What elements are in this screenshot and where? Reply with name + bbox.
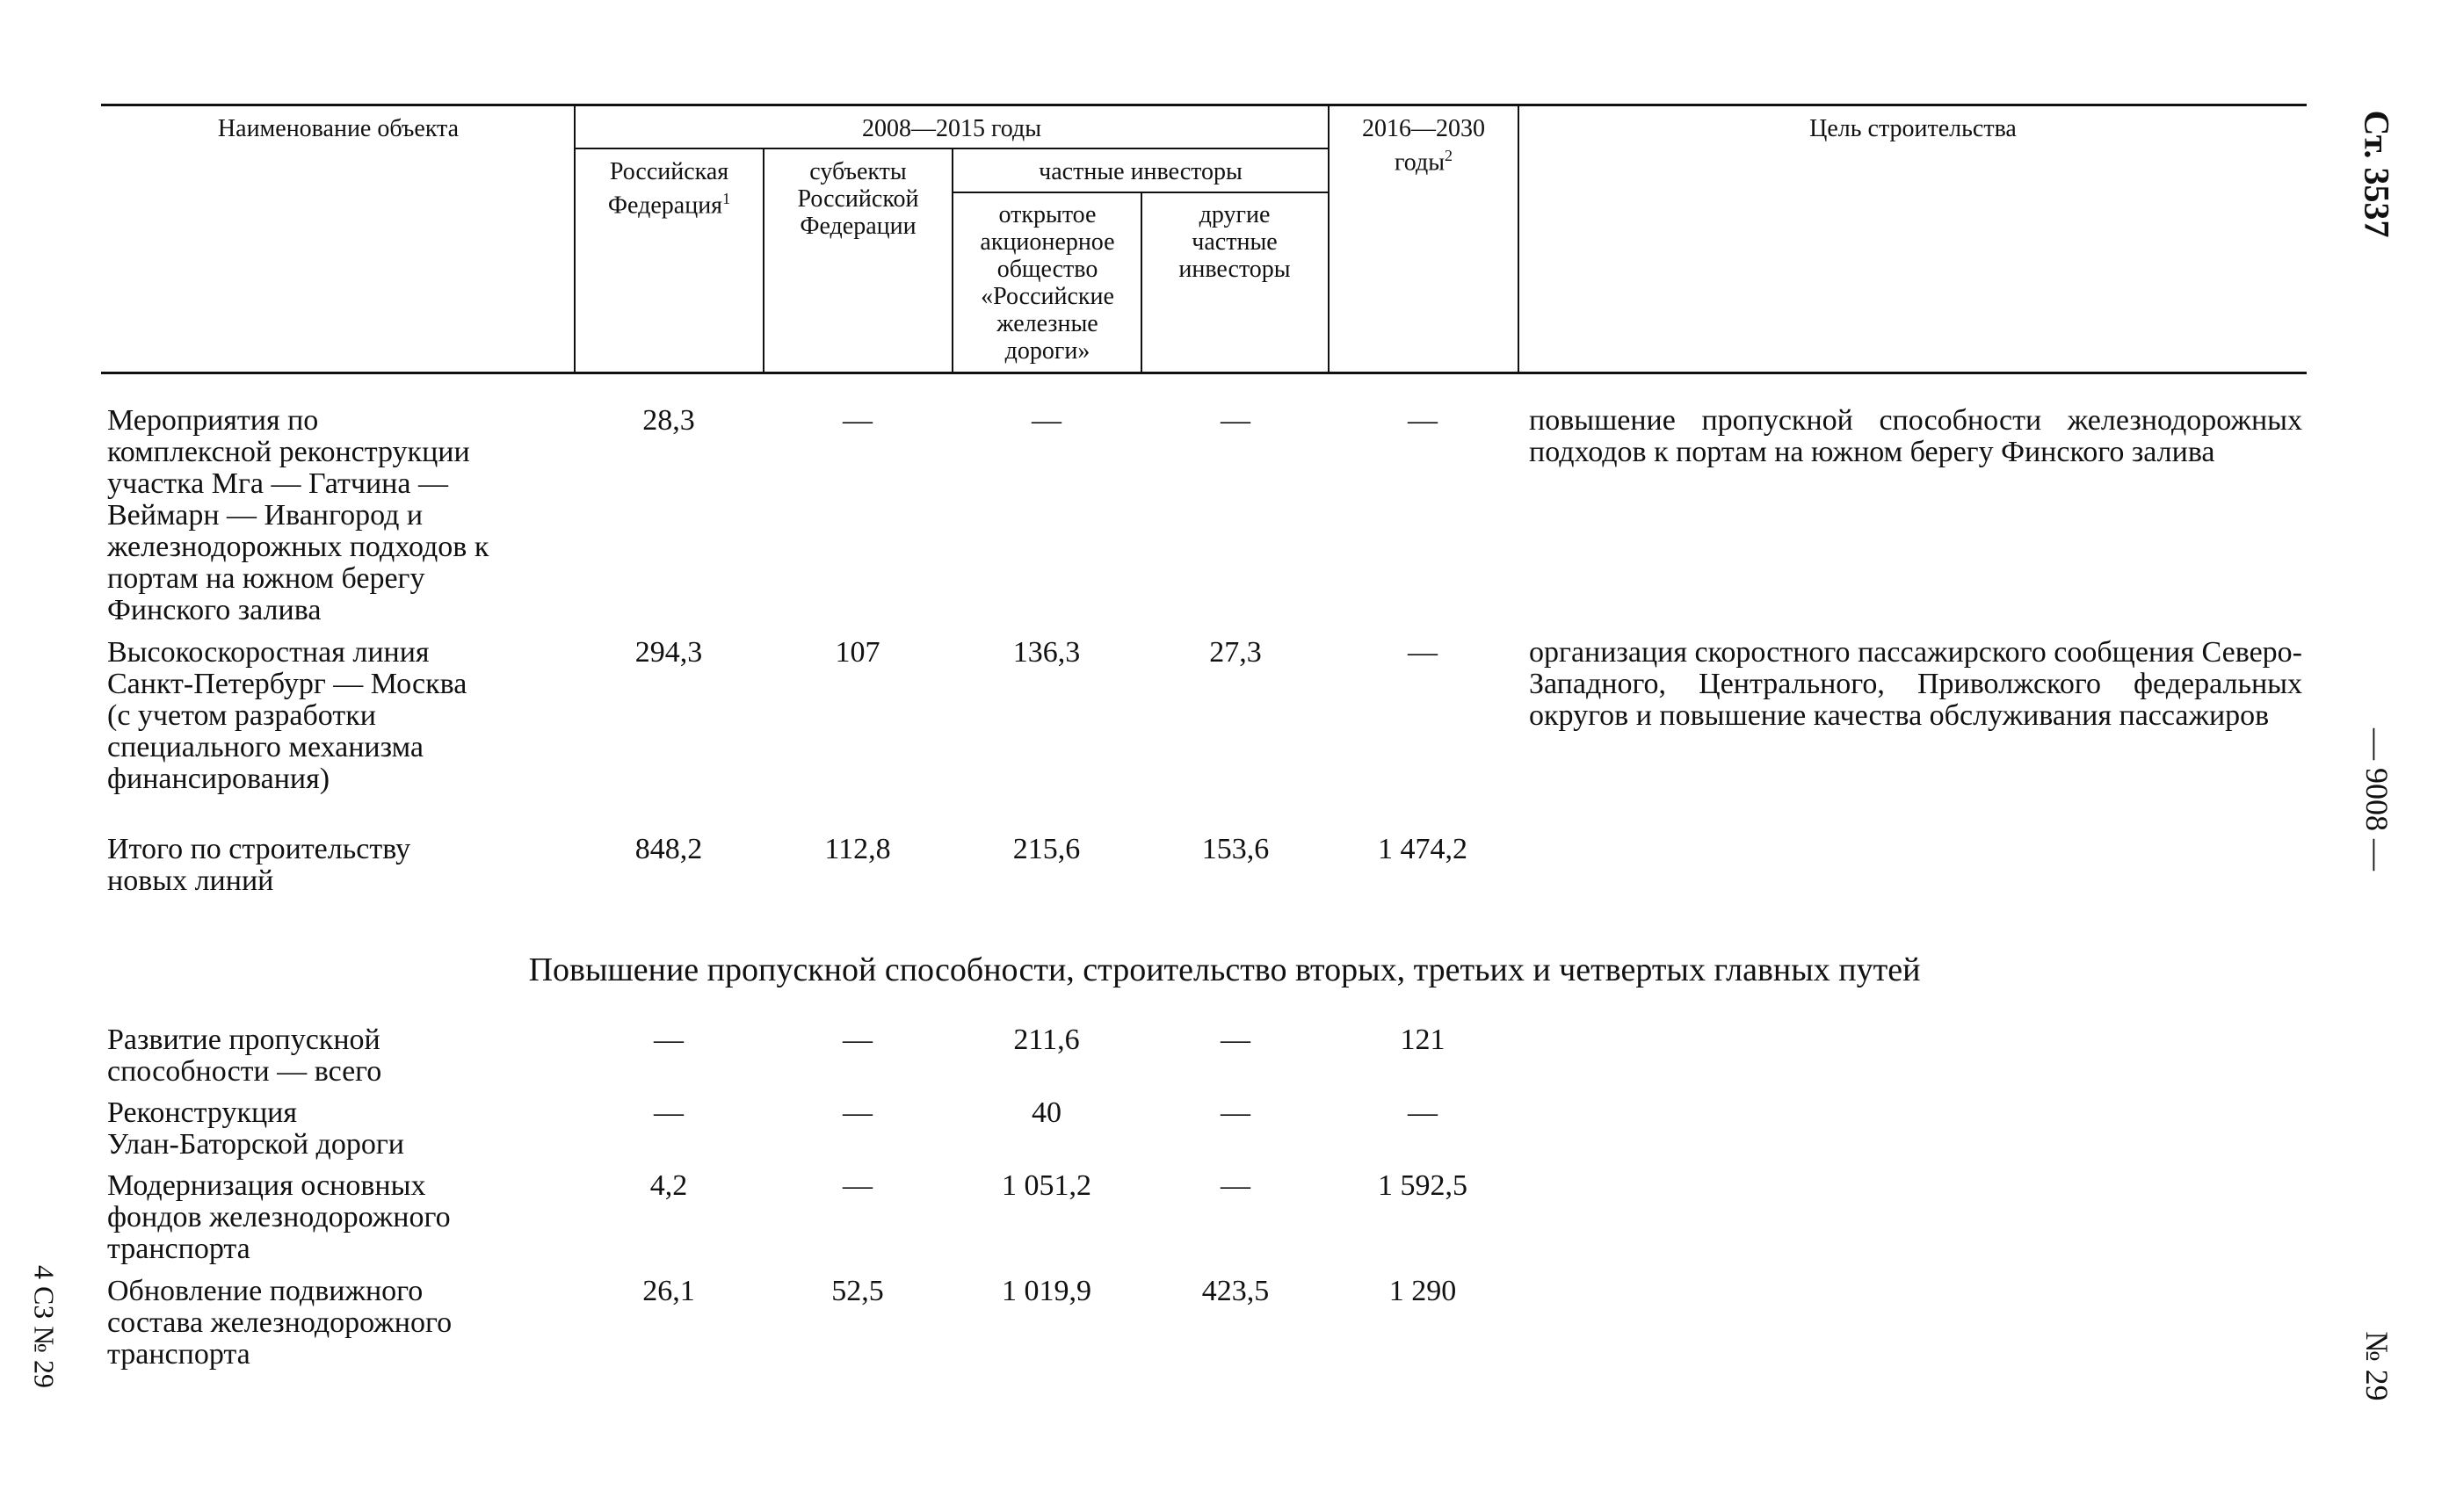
object-name: Модернизация основных фондов железнодорожного транспорта [107,1169,451,1265]
value-other-investors: — [1221,1096,1250,1129]
value-rzd: 211,6 [1013,1024,1080,1056]
value-rf: 28,3 [642,404,695,437]
col-divider-6 [1518,105,1519,373]
value-other-investors: — [1221,1024,1250,1056]
value-rzd: 1 051,2 [1002,1169,1091,1202]
value-rzd: 136,3 [1012,636,1081,669]
value-rf: — [654,1024,684,1056]
period-rule [574,148,1328,149]
value-subjects: — [843,1096,873,1129]
value-subjects: 52,5 [831,1275,884,1307]
header-russian-federation [576,158,763,219]
value-rf: 4,2 [649,1169,688,1202]
value-other-investors: 423,5 [1201,1275,1270,1307]
value-2016-2030: — [1408,636,1438,669]
col-divider-4 [1141,193,1142,373]
header-period-2016-2030 [1336,115,1511,176]
header-period-2008-2015: 2008—2015 годы [861,115,1042,142]
footnote-1-marker: 1 [722,190,731,207]
value-subjects: — [843,1169,873,1202]
value-2016-2030: 121 [1400,1024,1445,1056]
issue-number-left: 4 СЗ № 29 [28,1265,61,1388]
value-rzd: 215,6 [1012,833,1081,865]
value-2016-2030: 1 474,2 [1378,833,1467,865]
header-private-investors: частные инвесторы [1039,158,1243,185]
value-other-investors: — [1221,404,1250,437]
value-subjects: 107 [835,636,880,669]
header-subjects: субъекты Российской Федерации [797,158,919,240]
object-name: Развитие пропускной способности — всего [107,1024,382,1088]
value-other-investors: 153,6 [1201,833,1270,865]
object-name: Реконструкция Улан-Баторской дороги [107,1096,404,1161]
header-top-rule [101,104,2307,106]
page-number: — 9008 — [2359,728,2395,871]
header-period2-label: 2016—2030 годы [1362,115,1485,177]
value-2016-2030: — [1408,404,1438,437]
issue-number-right: № 29 [2359,1331,2395,1401]
header-other-investors: другие частные инвесторы [1178,201,1291,283]
value-2016-2030: — [1408,1096,1438,1129]
value-2016-2030: 1 592,5 [1378,1169,1467,1202]
section-title: Повышение пропускной способности, строительство вторых, третьих и четвертых главных путей [528,951,1921,988]
value-other-investors: — [1221,1169,1250,1202]
header-rzd: открытое акционерное общество «Российские железные дороги» [980,201,1115,365]
object-name: Мероприятия по комплексной реконструкции участка Мга — Гатчина — Веймарн — Ивангород и железнодорожных подходов к портам на южном берегу Финского залива [107,404,489,626]
value-rf: 26,1 [642,1275,695,1307]
value-rzd: — [1032,404,1061,437]
header-rf-label: Российская Федерация [607,158,729,220]
goal-text: повышение пропускной способности железнодорожных подходов к портам на южном берегу Финского залива [1529,404,2302,468]
value-other-investors: 27,3 [1209,636,1262,669]
value-rf: 848,2 [634,833,703,865]
value-rf: — [654,1096,684,1129]
value-subjects: 112,8 [824,833,891,865]
goal-text: организация скоростного пассажирского сообщения Северо-Западного, Центрального, Приволжского федеральных округов и повышение качества обслуживания пассажиров [1529,636,2302,732]
value-rf: 294,3 [634,636,703,669]
object-name: Обновление подвижного состава железнодорожного транспорта [107,1275,453,1371]
col-divider-1 [574,105,576,373]
value-rzd: 1 019,9 [1002,1275,1091,1307]
private-investors-rule [952,192,1328,193]
object-name: Итого по строительству новых линий [107,833,411,897]
object-name: Высокоскоростная линия Санкт-Петербург — Москва (с учетом разработки специального механизма финансирования) [107,636,467,795]
value-rzd: 40 [1032,1096,1061,1129]
running-head: Ст. 3537 [2357,110,2397,238]
header-goal: Цель строительства [1809,115,2017,142]
value-2016-2030: 1 290 [1388,1275,1457,1307]
header-bottom-rule [101,372,2307,374]
header-object-name: Наименование объекта [217,115,460,142]
col-divider-5 [1328,105,1330,373]
value-subjects: — [843,1024,873,1056]
value-subjects: — [843,404,873,437]
footnote-2-marker: 2 [1445,147,1453,164]
